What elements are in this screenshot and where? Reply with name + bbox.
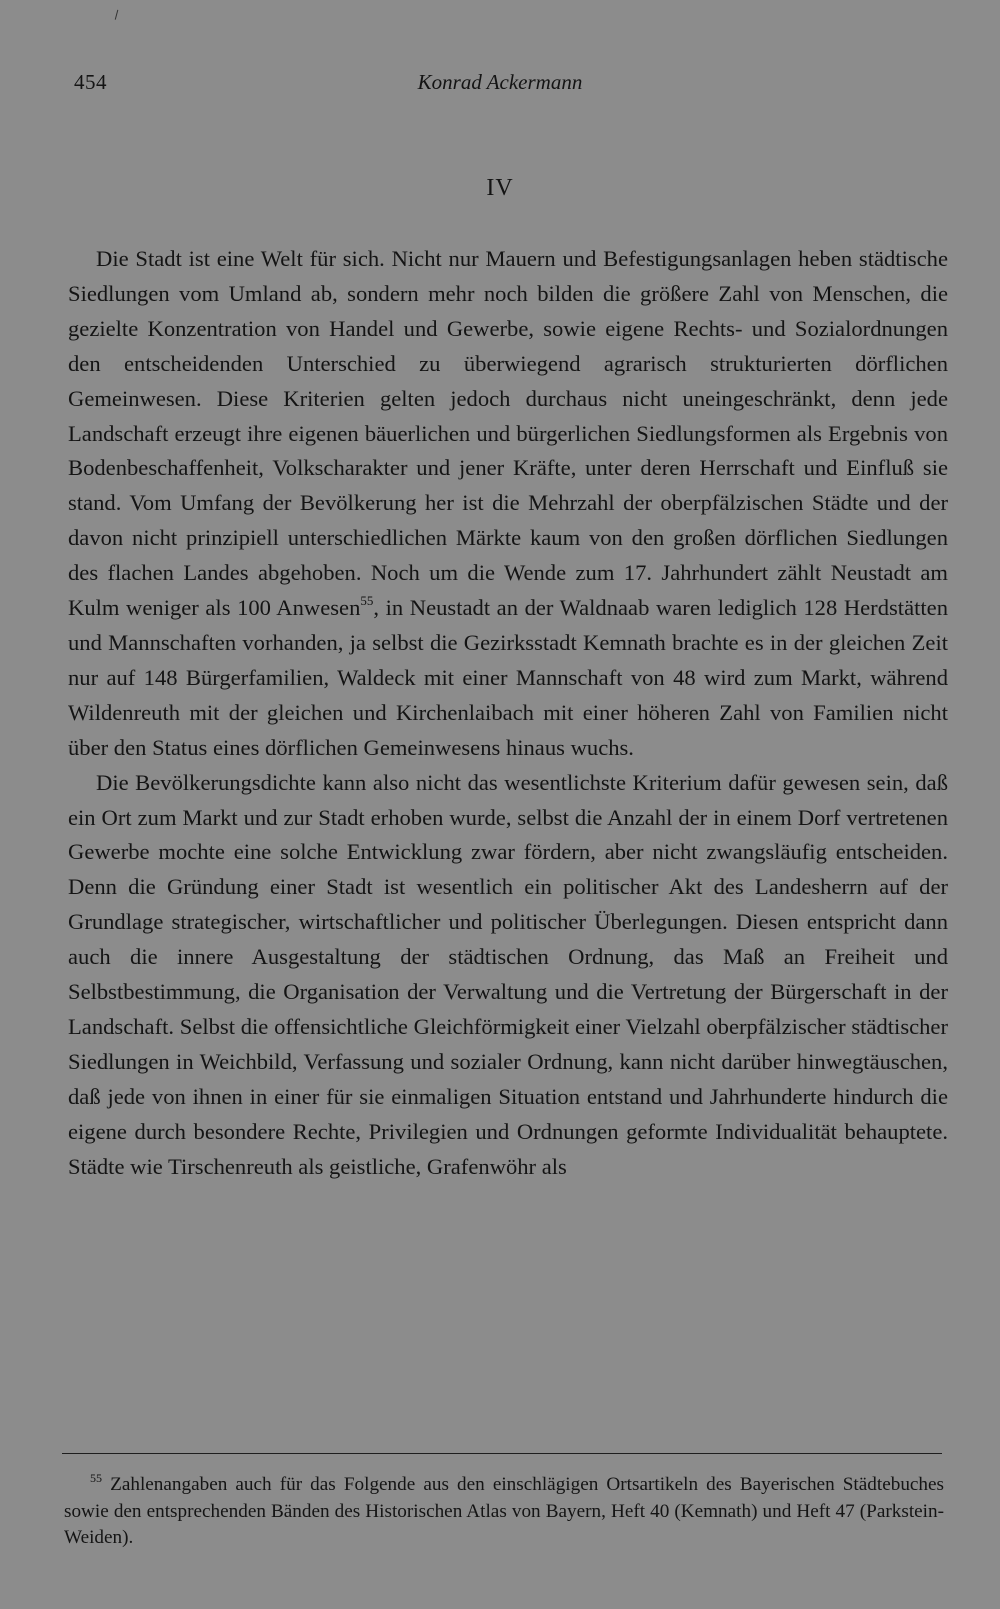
running-head — [0, 70, 1000, 100]
footnote — [64, 1472, 944, 1552]
paragraph-1-text-a: Die Stadt ist eine Welt für sich. Nicht nur Mauern und Befestigungsanlagen heben städtische Siedlungen vom Umland ab, sondern mehr noch bilden die größere Zahl von Menschen, die gezielte Konzentration von Handel und Gewerbe, sowie eigene Rechts- und Sozialordnungen den entscheidenden Unterschied zu überwiegend agrarisch strukturierten dörflichen Gemeinwesen. Diese Kriterien gelten jedoch durchaus nicht uneingeschränkt, denn jede Landschaft erzeugt ihre eigenen bäuerlichen und bürgerlichen Siedlungsformen als Ergebnis von Bodenbeschaffenheit, Volkscharakter und jener Kräfte, unter deren Herrschaft und Einfluß sie stand. Vom Umfang der Bevölkerung her ist die Mehrzahl der oberpfälzischen Städte und der davon nicht prinzipiell unterschiedlichen Märkte kaum von den großen dörflichen Siedlungen des flachen Landes abgehoben. Noch um die Wende zum 17. Jahrhundert zählt Neustadt am Kulm weniger als 100 Anwesen — [68, 246, 948, 621]
footnote-divider — [62, 1453, 942, 1454]
footnote-reference[interactable]: 55 — [360, 593, 374, 609]
footnote-text: Zahlenangaben auch für das Folgende aus den einschlägigen Ortsartikeln des Bayerischen Städtebuches sowie den entsprechenden Bänden des Historischen Atlas von Bayern, Heft 40 (Kemnath) und Heft 47 (Parkstein-Weiden). — [64, 1474, 945, 1548]
paragraph-1 — [68, 242, 948, 766]
running-title: Konrad Ackermann — [417, 70, 583, 94]
scan-mark — [115, 10, 120, 20]
section-heading: IV — [486, 175, 514, 201]
body-text — [68, 242, 948, 1184]
paragraph-1-text-b: , in Neustadt an der Waldnaab waren lediglich 128 Herdstätten und Mannschaften vorhanden, ja selbst die Gezirksstadt Kemnath brachte es in der gleichen Zeit nur auf 148 Bürgerfamilien, Waldeck mit einer Mannschaft von 48 wird zum Markt, während Wildenreuth mit der gleichen und Kirchenlaibach mit einer höheren Zahl von Familien nicht über den Status eines dörflichen Gemeinwesens hinaus wuchs. — [68, 595, 948, 760]
paragraph-2: Die Bevölkerungsdichte kann also nicht das wesentlichste Kriterium dafür gewesen sein, daß ein Ort zum Markt und zur Stadt erhoben wurde, selbst die Anzahl der in einem Dorf vertretenen Gewerbe mochte eine solche Entwicklung zwar fördern, aber nicht zwangsläufig entscheiden. Denn die Gründung einer Stadt ist wesentlich ein politischer Akt des Landesherrn auf der Grundlage strategischer, wirtschaftlicher und politischer Überlegungen. Diesen entspricht dann auch die innere Ausgestaltung der städtischen Ordnung, das Maß an Freiheit und Selbstbestimmung, die Organisation der Verwaltung und die Vertretung der Bürgerschaft in der Landschaft. Selbst die offensichtliche Gleichförmigkeit einer Vielzahl oberpfälzischer städtischer Siedlungen in Weichbild, Verfassung und sozialer Ordnung, kann nicht darüber hinwegtäuschen, daß jede von ihnen in einer für sie einmaligen Situation entstand und Jahrhunderte hindurch die eigene durch besondere Rechte, Privilegien und Ordnungen geformte Individualität behauptete. Städte wie Tirschenreuth als geistliche, Grafenwöhr als — [68, 769, 948, 1179]
footnote-number: 55 — [90, 1471, 102, 1485]
page-number: 454 — [74, 70, 107, 94]
